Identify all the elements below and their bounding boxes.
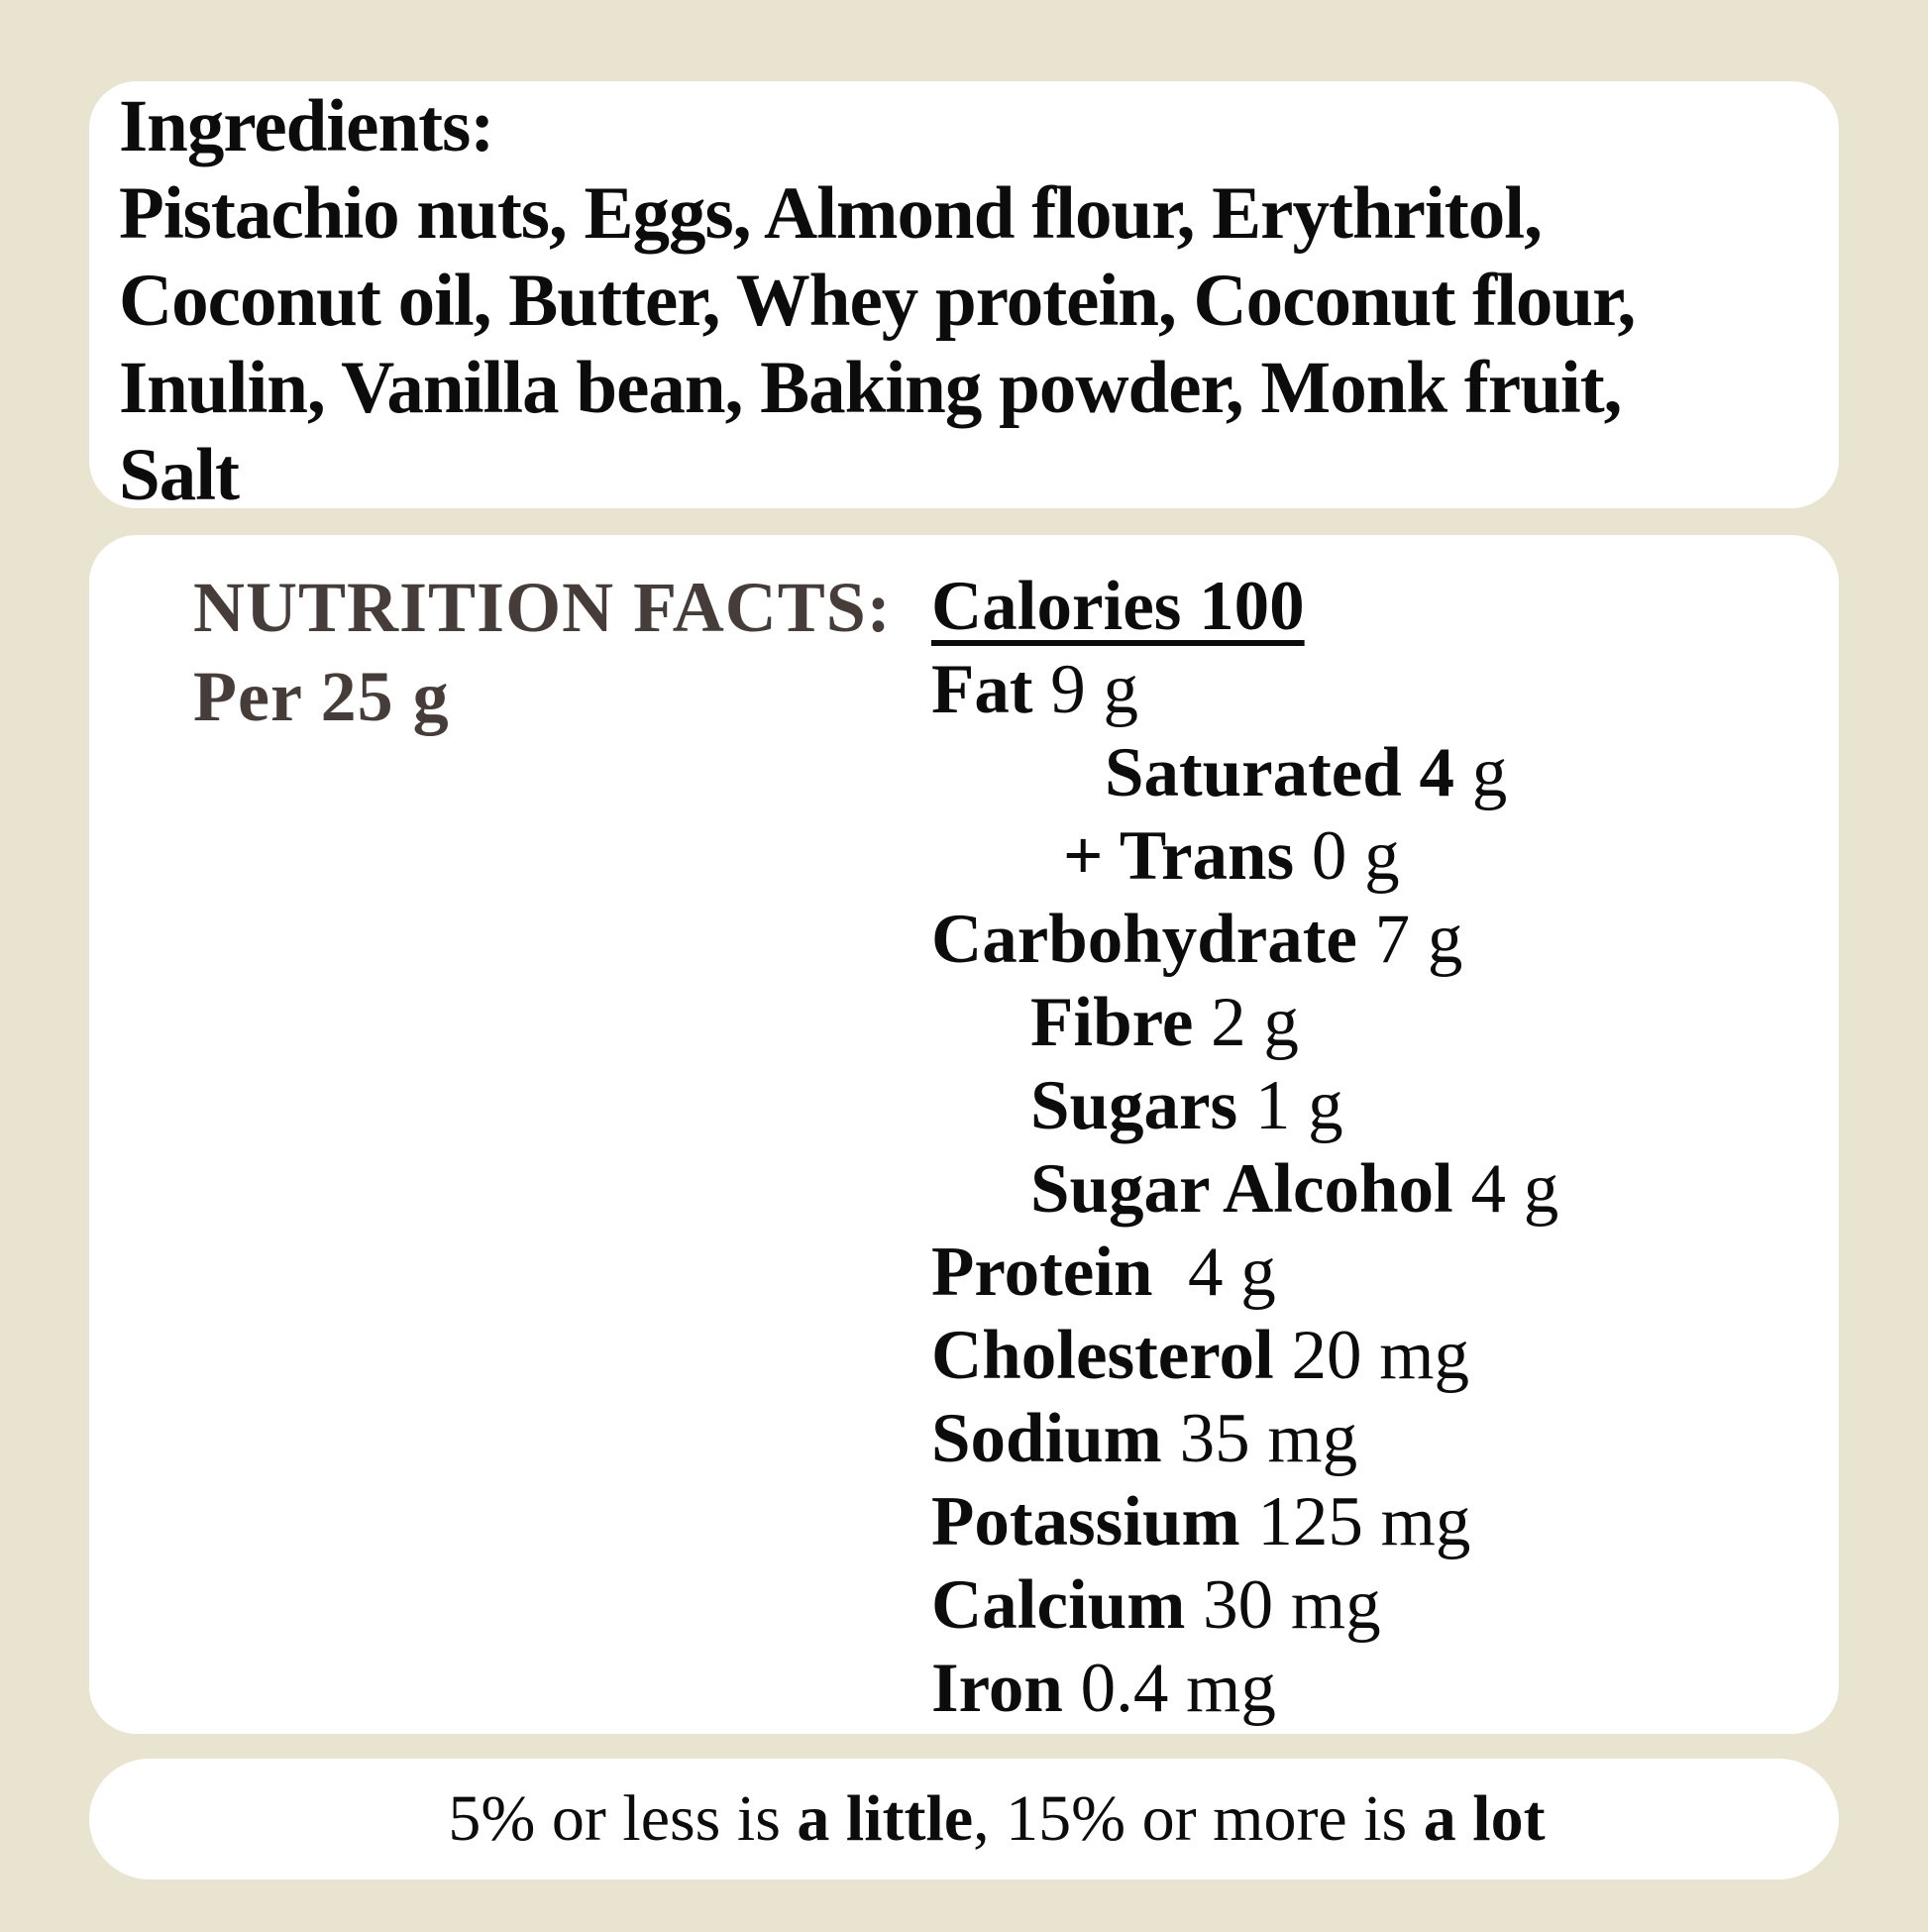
nutrient-label: Sugar Alcohol: [1030, 1150, 1453, 1228]
nutrition-facts-header-block: [193, 563, 892, 741]
nutrient-value: 7 g: [1356, 901, 1463, 978]
nutrient-label: Fibre: [1030, 984, 1194, 1061]
nutrition-row-carbohydrate: [931, 898, 1558, 981]
nutrient-value: 20 mg: [1273, 1317, 1469, 1394]
nutrition-row-sugars: [1030, 1064, 1558, 1147]
nutrient-label: + Trans: [1063, 817, 1295, 895]
nutrient-label: Protein: [931, 1234, 1153, 1311]
footer-segment-bold: a lot: [1423, 1782, 1546, 1855]
nutrition-row-calories: [931, 565, 1558, 648]
nutrition-row-calcium: [931, 1563, 1558, 1647]
footer-segment-bold: a little: [797, 1782, 974, 1855]
nutrient-label: Sugars: [1030, 1067, 1238, 1144]
nutrient-value: 2 g: [1193, 984, 1299, 1061]
footer-panel: [89, 1759, 1839, 1879]
footer-note: [382, 1706, 1545, 1932]
nutrition-row-protein: [931, 1231, 1558, 1314]
nutrient-value: 30 mg: [1185, 1566, 1381, 1644]
nutrient-list: [931, 565, 1558, 1730]
nutrient-value: 35 mg: [1161, 1400, 1358, 1477]
nutrition-row-potassium: [931, 1480, 1558, 1563]
ingredients-panel: [89, 81, 1839, 516]
nutrition-row-cholesterol: [931, 1314, 1558, 1397]
nutrition-row-saturated: [1105, 731, 1558, 814]
nutrient-value: 9 g: [1032, 651, 1139, 728]
ingredients-line: Coconut oil, Butter, Whey protein, Coconut flour,: [119, 260, 1636, 342]
nutrient-label: Calories 100: [931, 568, 1305, 645]
nutrient-value: 4 g: [1452, 1150, 1559, 1228]
serving-size: Per 25 g: [193, 657, 450, 736]
nutrient-label: Fat: [931, 651, 1033, 728]
footer-segment: , 15% or more is: [973, 1782, 1424, 1855]
nutrition-row-fat: [931, 648, 1558, 731]
nutrient-value: 125 mg: [1239, 1483, 1471, 1560]
ingredients-line: Salt: [119, 434, 240, 516]
nutrient-label: Calcium: [931, 1566, 1186, 1644]
nutrient-value: 0.4 mg: [1062, 1650, 1276, 1727]
nutrient-value: g: [1454, 734, 1508, 811]
nutrient-label: Carbohydrate: [931, 901, 1357, 978]
nutrition-row-trans: [1063, 814, 1558, 898]
nutrient-label: Cholesterol: [931, 1317, 1274, 1394]
ingredients-line: Pistachio nuts, Eggs, Almond flour, Erythritol,: [119, 172, 1542, 255]
ingredients-line: Inulin, Vanilla bean, Baking powder, Monk fruit,: [119, 347, 1622, 429]
nutrition-row-sugar-alcohol: [1030, 1147, 1558, 1231]
nutrient-label: Iron: [931, 1650, 1063, 1727]
ingredients-heading: Ingredients:: [119, 85, 494, 167]
nutrient-label: Sodium: [931, 1400, 1162, 1477]
nutrition-panel: [89, 535, 1839, 1734]
nutrient-value: 1 g: [1237, 1067, 1343, 1144]
nutrient-label: Saturated 4: [1105, 734, 1455, 811]
nutrient-label: Potassium: [931, 1483, 1240, 1560]
nutrition-row-sodium: [931, 1397, 1558, 1480]
nutrient-value: 0 g: [1294, 817, 1400, 895]
nutrition-facts-heading: NUTRITION FACTS:: [193, 568, 892, 647]
nutrition-row-fibre: [1030, 981, 1558, 1064]
nutrient-value: 4 g: [1152, 1234, 1276, 1311]
footer-segment: 5% or less is: [448, 1782, 798, 1855]
